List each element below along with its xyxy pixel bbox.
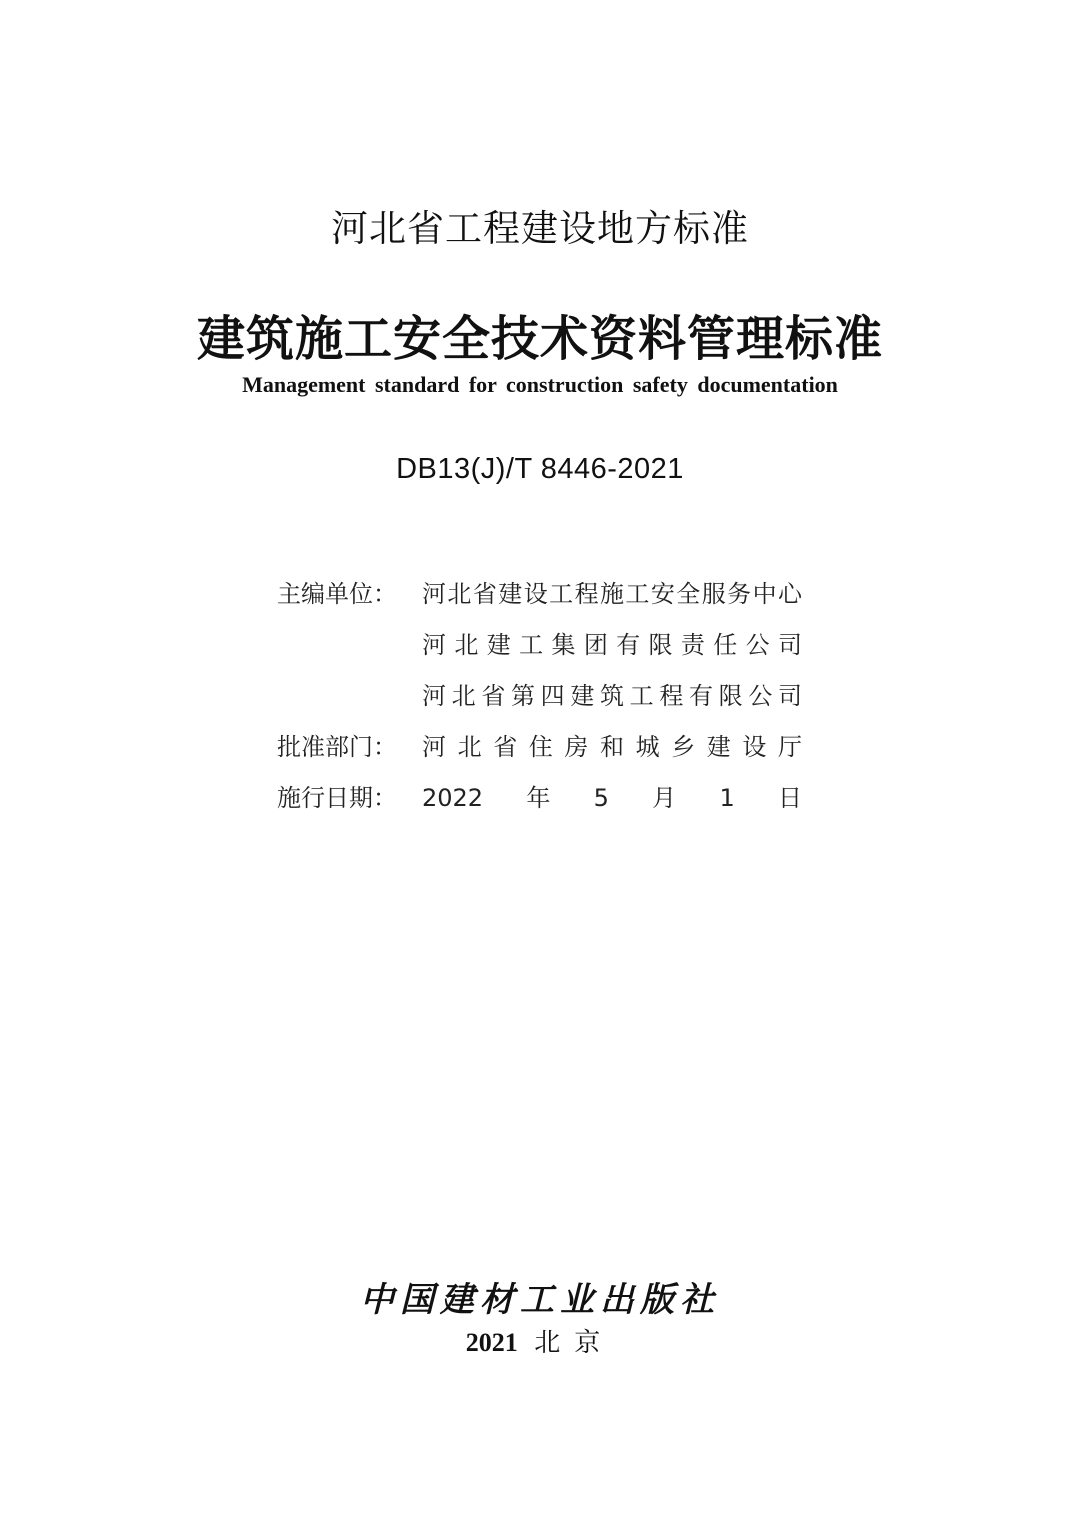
editor-row-2 [277,617,817,668]
english-title: Management standard for construction safety documentation [242,372,838,397]
standard-code: DB13(J)/T 8446-2021 [396,453,684,485]
approval-row [277,719,817,770]
approval-value: 河北省住房和城乡建设厅 [422,733,802,761]
editor-value: 河北省第四建筑工程有限公司 [422,682,802,710]
date-row [277,770,817,821]
publication-year: 2021 [465,1328,518,1357]
info-block [277,566,817,821]
editor-value: 河北建工集团有限责任公司 [422,631,802,659]
editor-label: 主编单位： [277,580,397,608]
editor-row-3 [277,668,817,719]
publisher-name: 中国建材工业出版社 [360,1280,720,1320]
date-value: 2022年5月1日 [422,784,802,812]
editor-value: 河北省建设工程施工安全服务中心 [422,580,802,608]
standard-series: 河北省工程建设地方标准 [331,207,749,250]
document-title: 建筑施工安全技术资料管理标准 [196,311,883,367]
approval-label: 批准部门： [277,733,397,761]
editor-row-1 [277,566,817,617]
publication-city: 北京 [534,1328,615,1358]
date-label: 施行日期： [277,784,397,812]
publication-place [0,1322,1080,1359]
